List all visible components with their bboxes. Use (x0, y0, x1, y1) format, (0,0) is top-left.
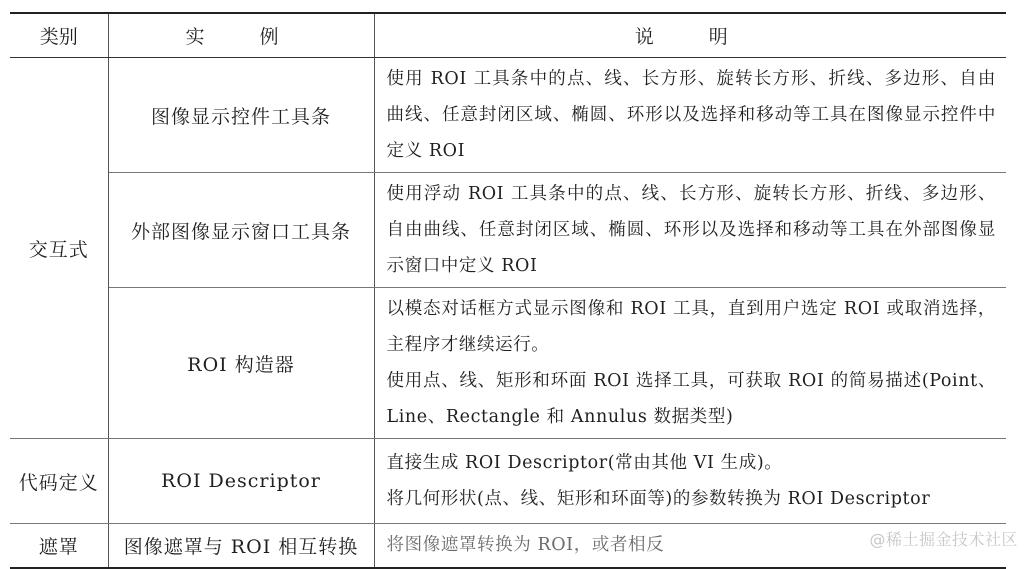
example-cell: 外部图像显示窗口工具条 (108, 173, 374, 288)
example-cell: ROI Descriptor (108, 439, 374, 524)
category-cell-code: 代码定义 (10, 439, 108, 524)
table-row (10, 173, 1006, 288)
description-line: 将几何形状(点、线、矩形和环面等)的参数转换为 ROI Descriptor (386, 489, 931, 509)
roi-definition-table (10, 12, 1006, 569)
description-line: 将图像遮罩转换为 ROI，或者相反 (386, 535, 665, 556)
table-header-row (10, 13, 1006, 58)
header-description: 说 明 (374, 13, 1006, 58)
description-cell (374, 288, 1006, 439)
description-line: 使用点、线、矩形和环面 ROI 选择工具，可获取 ROI 的简易描述(Point、Line、Rectangle 和 Annulus 数据类型) (386, 371, 996, 427)
description-line: 使用 ROI 工具条中的点、线、长方形、旋转长方形、折线、多边形、自由曲线、任意封闭区域、椭圆、环形以及选择和移动等工具在图像显示控件中定义 ROI (386, 69, 996, 161)
example-cell: 图像显示控件工具条 (108, 58, 374, 173)
header-category: 类别 (10, 13, 108, 58)
table-row (10, 58, 1006, 173)
description-line: 使用浮动 ROI 工具条中的点、线、长方形、旋转长方形、折线、多边形、自由曲线、任意封闭区域、椭圆、环形以及选择和移动等工具在外部图像显示窗口中定义 ROI (386, 184, 996, 276)
table-row (10, 288, 1006, 439)
watermark: @稀土掘金技术社区 (869, 530, 1018, 549)
description-line: 以模态对话框方式显示图像和 ROI 工具，直到用户选定 ROI 或取消选择，主程序才继续运行。 (386, 299, 996, 355)
description-cell (374, 58, 1006, 173)
table-row (10, 524, 1006, 568)
header-example: 实 例 (108, 13, 374, 58)
example-cell: 图像遮罩与 ROI 相互转换 (108, 524, 374, 568)
description-cell (374, 173, 1006, 288)
table-row (10, 439, 1006, 524)
category-cell-mask: 遮罩 (10, 524, 108, 568)
example-cell: ROI 构造器 (108, 288, 374, 439)
description-cell (374, 439, 1006, 524)
description-line: 直接生成 ROI Descriptor(常由其他 VI 生成)。 (386, 453, 783, 473)
category-cell-interactive: 交互式 (10, 58, 108, 439)
